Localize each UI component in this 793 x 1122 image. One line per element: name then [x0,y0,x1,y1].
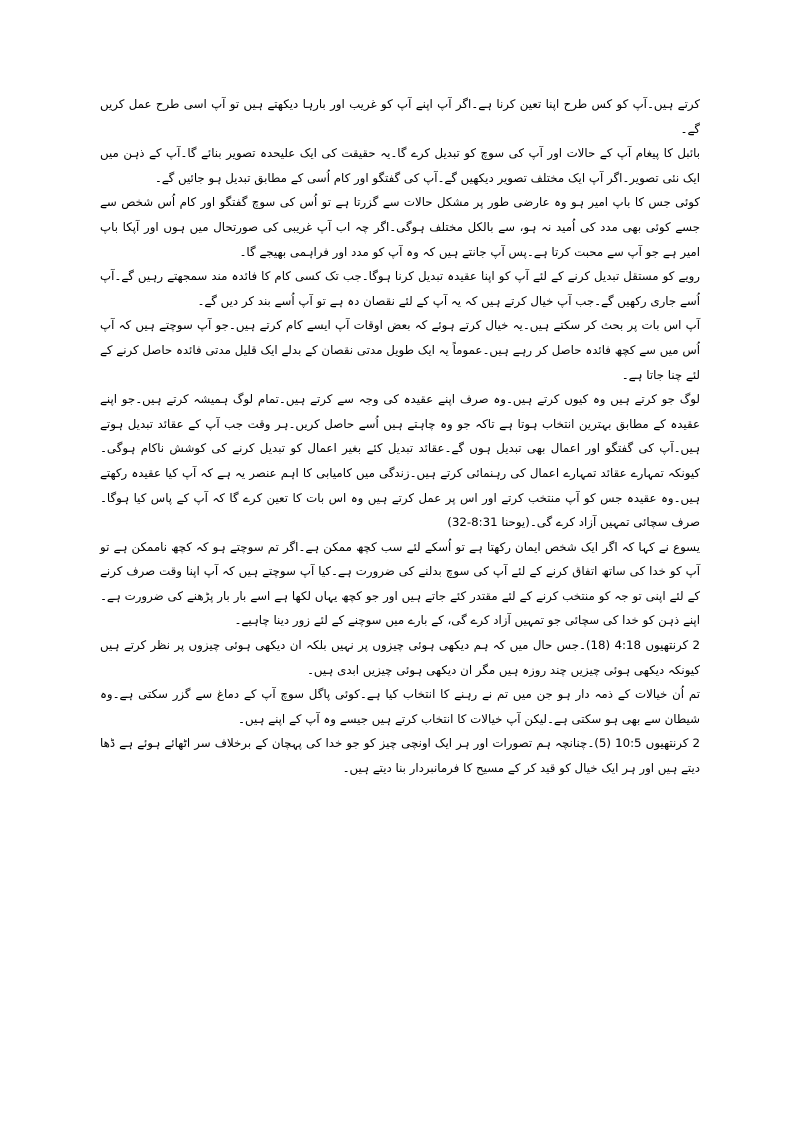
paragraph-8: تم اُن خیالات کے ذمہ دار ہو جن میں تم نے رہنے کا انتخاب کیا ہے۔کوئی پاگل سوچ آپ کے دماغ سے گزر سکتی ہے۔وہ شیطان سے بھی ہو سکتی ہے۔لیکن آپ خیالات کا انتخاب کرتے ہیں جیسے وہ آپ کے اپنے ہیں۔ [100,687,700,726]
paragraph-1: کرتے ہیں۔آپ کو کس طرح اپنا تعین کرنا ہے۔اگر آپ اپنے آپ کو غریب اور بارہا دیکھتے ہیں تو آپ اسی طرح عمل کریں گے۔ [100,97,700,136]
paragraph-6: لوگ جو کرتے ہیں وہ کیوں کرتے ہیں۔وہ صرف اپنے عقیدہ کی وجہ سے کرتے ہیں۔تمام لوگ ہمیشہ کرتے ہیں۔جو اپنے عقیدہ کے مطابق بہترین انتخاب ہوتا ہے تاکہ جو وہ چاہتے ہیں اُسے حاصل کریں۔ہر وقت جب آپ کے عقائد تبدیل ہوتے ہیں۔آپ کی گفتگو اور اعمال بھی تبدیل ہوں گے۔عقائد تبدیل کئے بغیر اعمال کو تبدیل کرنے کی کوشش ناکام ہوگی۔کیونکہ تمہارے عقائد تمہارے اعمال کی رہنمائی کرتے ہیں۔زندگی میں کامیابی کا اہم عنصر یہ ہے کہ آپ کیا عقیدہ رکھتے ہیں۔وہ عقیدہ جس کو آپ منتخب کرتے اور اس پر عمل کرتے ہیں وہ اس بات کا تعین کرے گا کہ آپ کے پاس کیا ہوگا۔صرف سچائی تمہیں آزاد کرے گی۔(یوحنا 8:31-32) [100,392,700,530]
scripture-quote-2: 2 کرنتھیوں 10:5 (5)۔چنانچہ ہم تصورات اور ہر ایک اونچی چیز کو جو خدا کی پہچان کے برخلاف سر اٹھائے ہوئے ہے ڈھا دیتے ہیں اور ہر ایک خیال کو قید کر کے مسیح کا فرمانبردار بنا دیتے ہیں۔ [100,736,700,776]
paragraph-4: رویے کو مستقل تبدیل کرنے کے لئے آپ کو اپنا عقیدہ تبدیل کرنا ہوگا۔جب تک کسی کام کا فائدہ مند سمجھتے رہیں گے۔آپ اُسے جاری رکھیں گے۔جب آپ خیال کرتے ہیں کہ یہ آپ کے لئے نقصان دہ ہے تو آپ اُسے بند کر دیں گے۔ [100,269,700,308]
scripture-quote-1: 2 کرنتھیوں 4:18 (18)۔جس حال میں کہ ہم دیکھی ہوئی چیزوں پر نہیں بلکہ ان دیکھی ہوئی چیزوں پر نظر کرتے ہیں کیونکہ دیکھی ہوئی چیزیں چند روزہ ہیں مگر ان دیکھی ہوئی چیزیں ابدی ہیں۔ [100,638,701,677]
paragraph-3: کوئی جس کا باپ امیر ہو وہ عارضی طور پر مشکل حالات سے گزرتا ہے تو اُس کی سوچ گفتگو اور کام اُس شخص سے جسے کوئی بھی مدد کی اُمید نہ ہو، سے بالکل مختلف ہوگی۔اگر چہ اب آپ غریبی کی صورتحال میں ہوں اور آپکا باپ امیر ہے جو آپ سے محبت کرتا ہے۔پس آپ جانتے ہیں کہ وہ آپ کو مدد اور فراہمی بھیجے گا۔ [100,195,700,259]
paragraph-5: آپ اس بات پر بحث کر سکتے ہیں۔یہ خیال کرتے ہوئے کہ بعض اوقات آپ ایسے کام کرتے ہیں۔جو آپ سوچتے ہیں کہ آپ اُس میں سے کچھ فائدہ حاصل کر رہے ہیں۔عموماً یہ ایک طویل مدتی نقصان کے بدلے ایک قلیل مدتی فائدہ حاصل کرنے کے لئے چنا جاتا ہے۔ [100,318,700,382]
document-body [100,92,700,781]
paragraph-2: بائبل کا پیغام آپ کے حالات اور آپ کی سوچ کو تبدیل کرے گا۔یہ حقیقت کی ایک علیحدہ تصویر بنائے گا۔آپ کے ذہن میں ایک نئی تصویر۔اگر آپ ایک مختلف تصویر دیکھیں گے۔آپ کی گفتگو اور کام اُسی کے مطابق تبدیل ہو جائیں گے۔ [100,146,700,185]
paragraph-7: یسوع نے کہا کہ اگر ایک شخص ایمان رکھتا ہے تو اُسکے لئے سب کچھ ممکن ہے۔اگر تم سوچتے ہو کہ کچھ ناممکن ہے تو آپ کو خدا کی ساتھ اتفاق کرنے کے لئے آپ کی سوچ بدلنے کی ضرورت ہے۔کیا آپ سوچتے ہیں کہ آپ اپنا وقت صرف کرنے کے لئے اپنی تو جہ کو منتخب کرنے کے لئے مقتدر کئے جاتے ہیں اور جو کچھ یہاں لکھا ہے اسے بار بار پڑھنے کی ضرورت ہے۔اپنے ذہن کو خدا کی سچائی جو تمہیں آزاد کرے گی، کے بارے میں سوچنے کے لئے زور دینا چاہیے۔ [100,539,700,628]
